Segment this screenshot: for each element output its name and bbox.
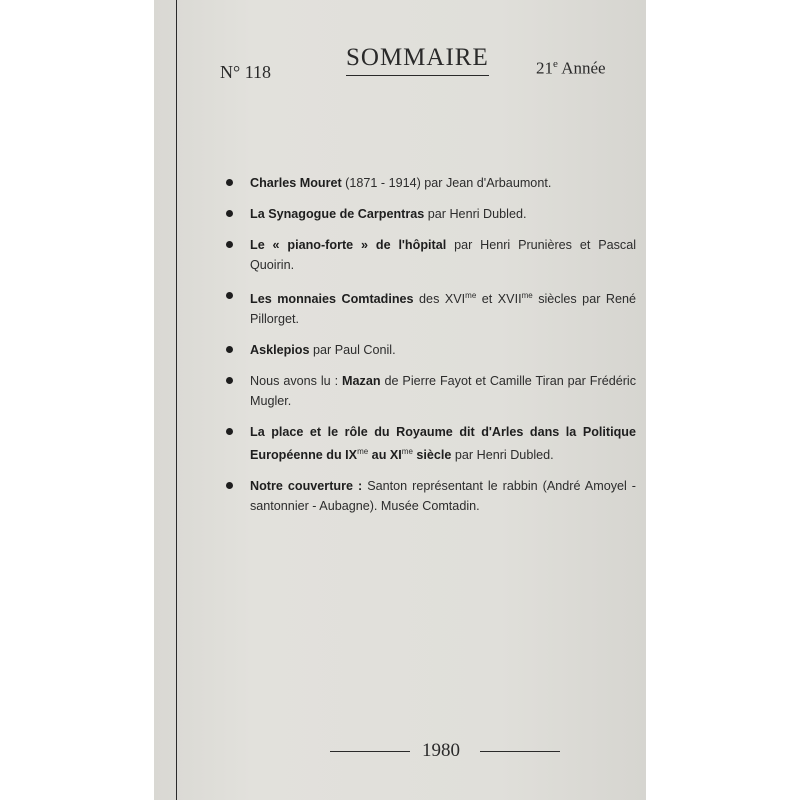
issue-year-label <box>536 58 606 79</box>
bullet-icon <box>226 210 233 217</box>
entry-title: Le « piano-forte » de l'hôpital <box>250 238 447 252</box>
footer-year: 1980 <box>422 740 460 761</box>
entry-text: Santon représentant le rabbin (André Amoyel - santonnier - Aubagne). Musée Comtadin. <box>250 479 636 514</box>
entry-text: siècles par René Pillorget. <box>250 292 636 327</box>
entry-title: Charles Mouret <box>250 176 342 190</box>
entry-title: Asklepios <box>250 343 310 358</box>
toc-entry-piano-forte <box>226 235 636 275</box>
entry-text: et XVII <box>476 292 522 307</box>
bullet-icon <box>226 377 233 384</box>
binding-line <box>176 0 177 800</box>
year-superscript: e <box>553 58 558 70</box>
entry-text: de Pierre Fayot et Camille Tiran par Frédéric Mugler. <box>250 374 636 409</box>
toc-entry-synagogue <box>226 204 636 224</box>
entry-text: par Henri Dubled. <box>424 207 527 221</box>
footer-rule-right <box>480 751 560 752</box>
entry-title-cont: au XI <box>368 448 402 463</box>
entry-title-cont: siècle <box>412 448 452 463</box>
entry-text: des XVI <box>413 292 466 307</box>
entry-text: par Paul Conil. <box>309 343 396 358</box>
bullet-icon <box>226 482 233 489</box>
entry-text: par Henri Dubled. <box>451 448 554 463</box>
table-of-contents <box>226 173 636 527</box>
entry-title: La Synagogue de Carpentras <box>250 207 425 221</box>
page-title: SOMMAIRE <box>346 44 489 76</box>
entry-text: (1871 - 1914) par Jean d'Arbaumont. <box>341 176 552 190</box>
issue-number: N° 118 <box>220 62 272 82</box>
entry-text: par Henri Prunières et Pascal Quoirin. <box>250 238 636 272</box>
entry-superscript: me <box>357 447 369 457</box>
entry-prefix: Nous avons lu : <box>250 374 343 389</box>
bullet-icon <box>226 179 233 186</box>
toc-entry-couverture <box>226 476 636 516</box>
toc-entry-royaume-arles <box>226 422 636 465</box>
bullet-icon <box>226 292 233 299</box>
year-word: Année <box>561 58 606 78</box>
toc-entry-asklepios <box>226 340 636 360</box>
bullet-icon <box>226 241 233 248</box>
bullet-icon <box>226 346 233 353</box>
year-number: 21 <box>536 58 553 78</box>
entry-superscript: me <box>401 447 413 457</box>
toc-entry-monnaies <box>226 286 636 329</box>
entry-title: Les monnaies Comtadines <box>250 292 414 307</box>
entry-superscript: me <box>521 291 533 300</box>
entry-title: La place et le rôle du Royaume dit d'Arles dans la Politique Européenne du IX <box>250 425 636 463</box>
footer <box>330 740 560 764</box>
toc-entry-mazan <box>226 371 636 411</box>
entry-superscript: me <box>465 291 477 300</box>
toc-entry-mouret <box>226 173 636 193</box>
footer-rule-left <box>330 751 410 752</box>
entry-title: Notre couverture : <box>250 479 363 494</box>
entry-title: Mazan <box>342 374 381 389</box>
bullet-icon <box>226 428 233 435</box>
